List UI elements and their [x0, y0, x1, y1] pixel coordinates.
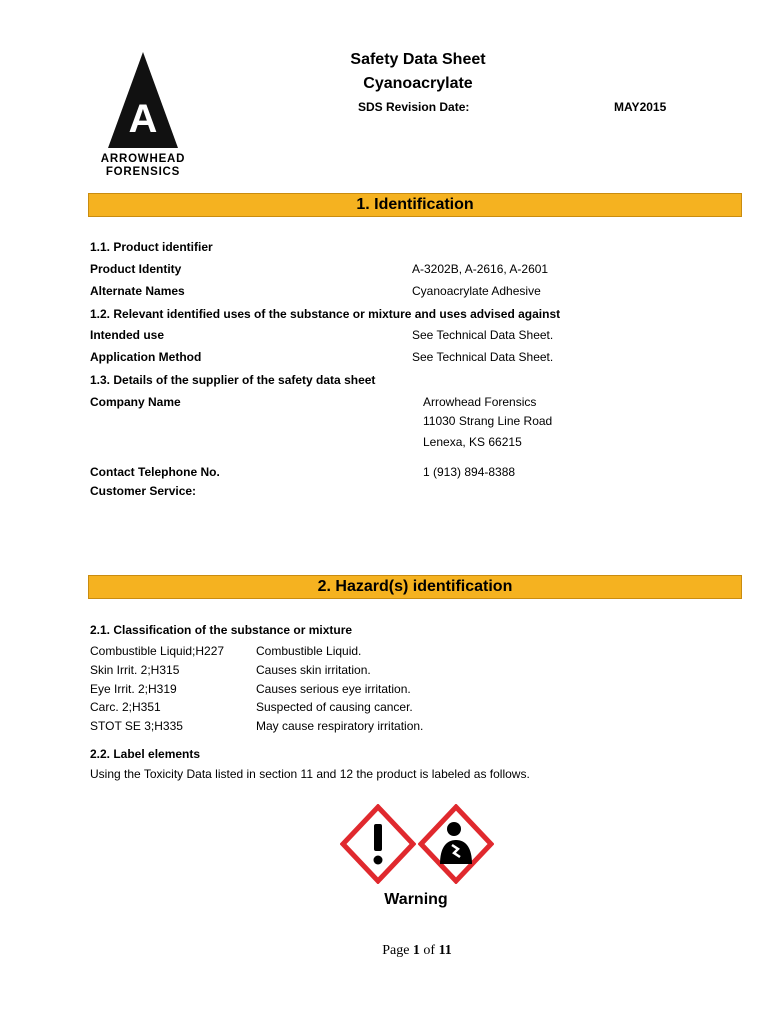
subsection-1-1-heading: 1.1. Product identifier: [90, 240, 213, 254]
company-name-label: Company Name: [90, 395, 181, 409]
section-1-header: 1. Identification: [88, 193, 742, 217]
subsection-1-3-heading: 1.3. Details of the supplier of the safety data sheet: [90, 373, 376, 387]
product-name: Cyanoacrylate: [363, 75, 473, 92]
logo-line2: FORENSICS: [105, 166, 181, 178]
hazard-description: Suspected of causing cancer.: [256, 700, 413, 714]
company-address-line1: 11030 Strang Line Road: [423, 414, 553, 428]
alternate-names-value: Cyanoacrylate Adhesive: [412, 284, 541, 298]
subsection-2-2-heading: 2.2. Label elements: [90, 747, 201, 761]
customer-service-label: Customer Service:: [90, 484, 197, 498]
hazard-description: Causes serious eye irritation.: [256, 682, 411, 696]
company-address-line2: Lenexa, KS 66215: [423, 435, 522, 449]
hazard-code: Eye Irrit. 2;H319: [90, 682, 177, 696]
page-prefix: Page: [382, 943, 410, 958]
hazard-code: Skin Irrit. 2;H315: [90, 663, 180, 677]
company-name-value: Arrowhead Forensics: [423, 395, 537, 409]
logo-mark-letter: A: [128, 97, 158, 141]
product-identity-label: Product Identity: [90, 262, 182, 276]
contact-phone-label: Contact Telephone No.: [90, 465, 220, 479]
application-method-value: See Technical Data Sheet.: [412, 350, 554, 364]
contact-phone-value: 1 (913) 894-8388: [423, 465, 516, 479]
intended-use-value: See Technical Data Sheet.: [412, 328, 554, 342]
intended-use-label: Intended use: [90, 328, 165, 342]
logo-line1: ARROWHEAD: [100, 153, 186, 165]
label-elements-text: Using the Toxicity Data listed in section 11 and 12 the product is labeled as follows.: [90, 767, 530, 781]
revision-date-label: SDS Revision Date:: [358, 100, 470, 114]
document-title: Safety Data Sheet: [350, 51, 486, 68]
hazard-code: Carc. 2;H351: [90, 700, 161, 714]
ghs-pictograms: [340, 804, 496, 884]
page-number: [300, 943, 534, 959]
hazard-code: STOT SE 3;H335: [90, 719, 183, 733]
subsection-1-2-heading: 1.2. Relevant identified uses of the substance or mixture and uses advised against: [90, 307, 561, 321]
section-2-header: 2. Hazard(s) identification: [88, 575, 742, 599]
hazard-description: Causes skin irritation.: [256, 663, 371, 677]
revision-date-value: MAY2015: [614, 100, 667, 114]
subsection-2-1-heading: 2.1. Classification of the substance or mixture: [90, 623, 353, 637]
hazard-description: May cause respiratory irritation.: [256, 719, 424, 733]
alternate-names-label: Alternate Names: [90, 284, 185, 298]
signal-word: Warning: [384, 891, 448, 908]
arrowhead-logo-icon: [106, 50, 180, 150]
hazard-code: Combustible Liquid;H227: [90, 644, 225, 658]
company-logo: [88, 50, 198, 185]
health-hazard-icon: [418, 804, 494, 884]
application-method-label: Application Method: [90, 350, 202, 364]
page-of: of: [423, 943, 436, 958]
exclamation-mark-icon: [340, 804, 416, 884]
hazard-description: Combustible Liquid.: [256, 644, 362, 658]
page-total: 11: [438, 943, 452, 958]
product-identity-value: A-3202B, A-2616, A-2601: [412, 262, 549, 276]
page-current: 1: [412, 943, 420, 958]
